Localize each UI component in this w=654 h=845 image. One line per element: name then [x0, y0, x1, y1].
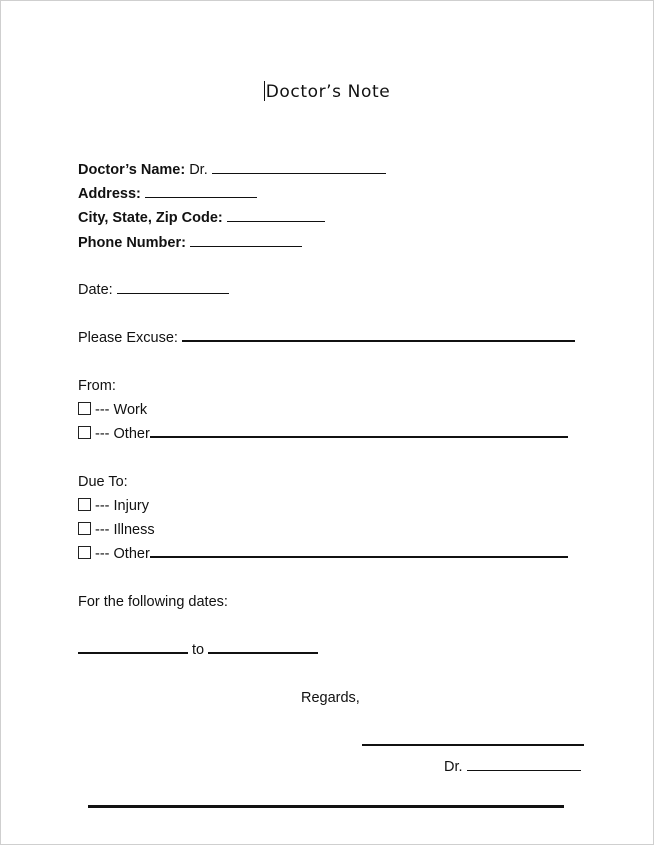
start-date-blank[interactable] — [78, 651, 188, 654]
due-other-label: --- Other — [95, 546, 150, 562]
end-date-blank[interactable] — [208, 651, 318, 654]
from-other-blank[interactable] — [150, 435, 568, 438]
doctor-name-blank[interactable] — [212, 172, 386, 174]
city-label: City, State, Zip Code: — [78, 210, 223, 226]
phone-row — [78, 235, 302, 251]
signature-prefix: Dr. — [444, 759, 463, 775]
date-blank[interactable] — [117, 292, 229, 294]
phone-blank[interactable] — [190, 245, 302, 247]
signature-line[interactable] — [362, 744, 584, 746]
text-cursor — [264, 81, 265, 101]
doctor-name-label: Doctor’s Name: — [78, 162, 186, 178]
due-injury-row — [78, 498, 149, 514]
excuse-blank[interactable] — [182, 339, 575, 342]
city-row — [78, 210, 325, 226]
doctor-name-row — [78, 162, 386, 178]
excuse-label: Please Excuse: — [78, 330, 178, 346]
footer-rule — [88, 805, 564, 808]
date-row — [78, 282, 229, 298]
from-other-label: --- Other — [95, 426, 150, 442]
due-illness-checkbox[interactable] — [78, 522, 91, 535]
to-label: to — [192, 642, 205, 658]
due-illness-label: --- Illness — [95, 522, 155, 538]
phone-label: Phone Number: — [78, 235, 186, 251]
from-work-checkbox[interactable] — [78, 402, 91, 415]
following-dates-label: For the following dates: — [78, 594, 228, 610]
due-label: Due To: — [78, 474, 128, 490]
doctor-prefix: Dr. — [189, 162, 208, 178]
from-work-label: --- Work — [95, 402, 148, 418]
due-illness-row — [78, 522, 155, 538]
from-work-row — [78, 402, 147, 418]
excuse-row — [78, 330, 575, 346]
date-range-row — [78, 642, 318, 658]
due-other-row — [78, 546, 568, 562]
address-blank[interactable] — [145, 196, 257, 198]
city-blank[interactable] — [227, 220, 325, 222]
from-label: From: — [78, 378, 116, 394]
signature-name-blank[interactable] — [467, 769, 581, 771]
address-label: Address: — [78, 186, 141, 202]
regards-text: Regards, — [301, 690, 360, 706]
due-injury-label: --- Injury — [95, 498, 149, 514]
date-label: Date: — [78, 282, 113, 298]
page-title: Doctor’s Note — [265, 82, 391, 102]
from-other-checkbox[interactable] — [78, 426, 91, 439]
signature-name-row — [444, 759, 581, 775]
address-row — [78, 186, 257, 202]
from-other-row — [78, 426, 568, 442]
due-other-checkbox[interactable] — [78, 546, 91, 559]
due-injury-checkbox[interactable] — [78, 498, 91, 511]
due-other-blank[interactable] — [150, 555, 568, 558]
